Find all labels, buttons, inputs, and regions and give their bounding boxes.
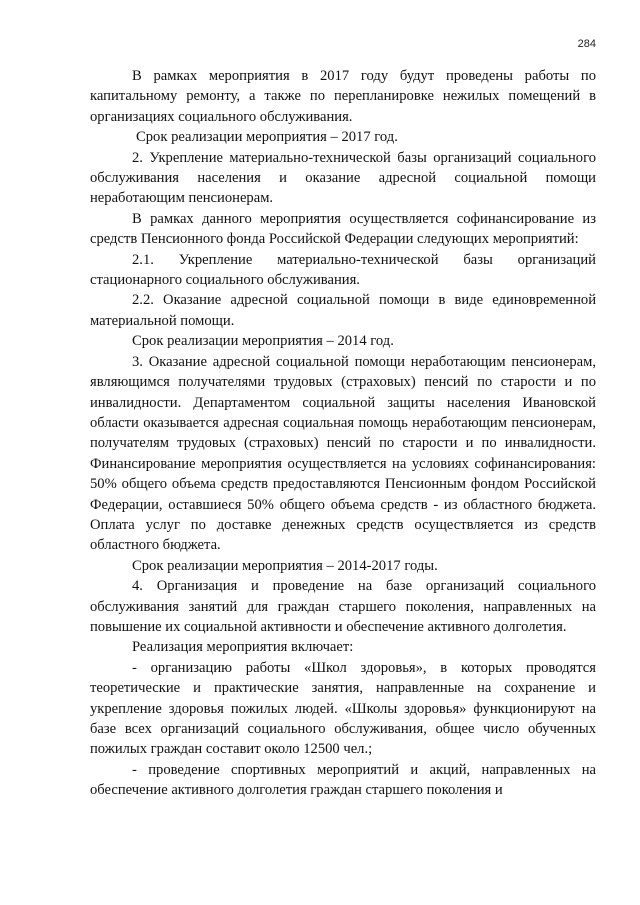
paragraph: - проведение спортивных мероприятий и акций, направленных на обеспечение активного долголетия граждан старшего поколения и — [90, 761, 596, 799]
paragraph: В рамках мероприятия в 2017 году будут проведены работы по капитальному ремонту, а также по перепланировке нежилых помещений в организациях социального обслуживания. — [90, 68, 596, 125]
paragraph: Реализация мероприятия включает: — [132, 639, 354, 656]
document-body — [90, 66, 596, 801]
page-number: 284 — [577, 38, 596, 50]
paragraph: 3. Оказание адресной социальной помощи неработающим пенсионерам, являющимся получателями трудовых (страховых) пенсий по старости и по инвалидности. Департаментом социальной защиты населения Ивановской области оказывается адресная социальная помощь неработающим пенсионерам, получателям трудовых (страховых) пенсий по старости и по инвалидности. Финансирование мероприятия осуществляется на условиях софинансирования: 50% общего объема средств предоставляются Пенсионным фондом Российской Федерации, оставшиеся 50% общего объема средств - из областного бюджета. Оплата услуг по доставке денежных средств осуществляется из средств областного бюджета. — [90, 353, 596, 554]
paragraph: - организацию работы «Школ здоровья», в которых проводятся теоретические и практические занятия, направленные на сохранение и укрепление здоровья пожилых людей. «Школы здоровья» функционируют на базе всех организаций социального обслуживания, общее число обученных пожилых граждан составит около 12500 чел.; — [90, 659, 596, 758]
paragraph: 4. Организация и проведение на базе организаций социального обслуживания занятий для граждан старшего поколения, направленных на повышение их социальной активности и обеспечение активного долголетия. — [90, 578, 596, 635]
paragraph: Срок реализации мероприятия – 2017 год. — [136, 129, 398, 146]
paragraph: 2.1. Укрепление материально-технической базы организаций стационарного социального обслуживания. — [90, 251, 596, 289]
paragraph: Срок реализации мероприятия – 2014 год. — [132, 333, 394, 350]
paragraph: 2.2. Оказание адресной социальной помощи в виде единовременной материальной помощи. — [90, 292, 596, 329]
paragraph: Срок реализации мероприятия – 2014-2017 годы. — [132, 557, 438, 574]
paragraph: 2. Укрепление материально-технической базы организаций социального обслуживания населения и оказание адресной социальной помощи неработающим пенсионерам. — [90, 149, 596, 207]
paragraph: В рамках данного мероприятия осуществляется софинансирование из средств Пенсионного фонда Российской Федерации следующих мероприятий: — [90, 210, 596, 248]
